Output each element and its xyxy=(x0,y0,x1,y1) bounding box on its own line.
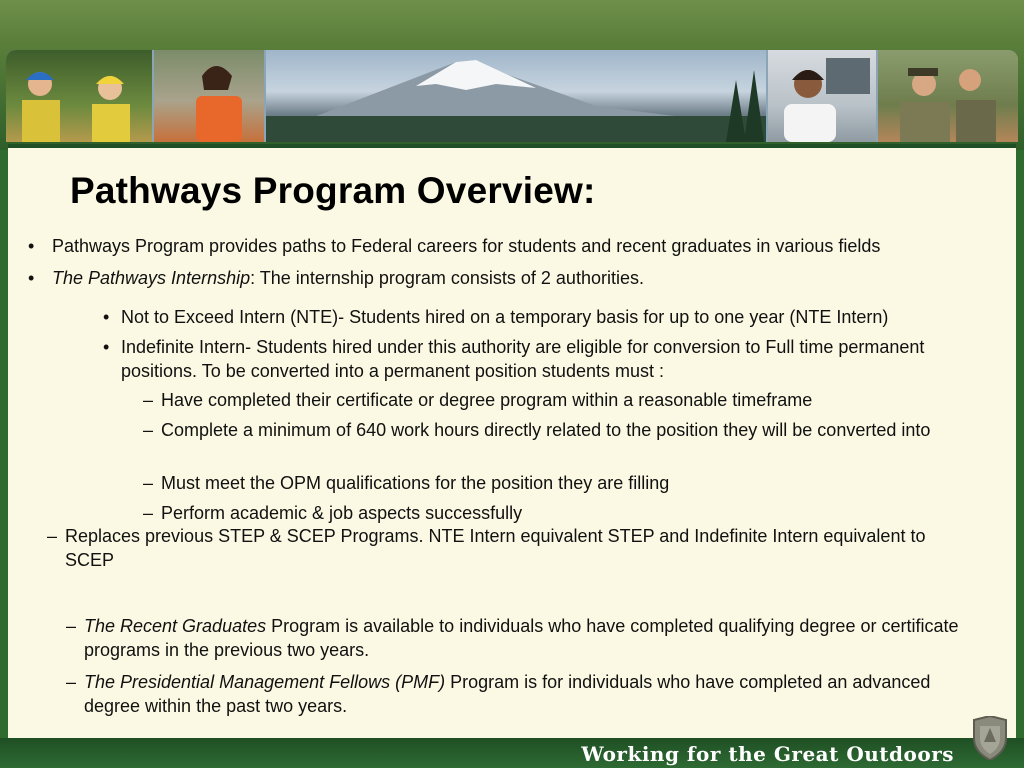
bullet-pathways-internship xyxy=(28,266,1002,290)
slide-content xyxy=(8,144,1016,742)
requirement-item xyxy=(143,418,991,442)
bullet-text: Not to Exceed Intern (NTE)- Students hired on a temporary basis for up to one year (NTE Intern) xyxy=(121,307,889,327)
dash-mark: – xyxy=(66,672,77,692)
replaces-programs-item xyxy=(47,524,965,572)
bullet-mark: • xyxy=(28,268,35,288)
bullet-text: Pathways Program provides paths to Federal careers for students and recent graduates in various fields xyxy=(52,236,881,256)
bullet-nte-intern xyxy=(103,305,991,329)
photo-mount-hood xyxy=(266,50,766,142)
pmf-item xyxy=(66,670,984,718)
bullet-mark: • xyxy=(103,337,110,357)
requirement-text: Complete a minimum of 640 work hours directly related to the position they will be converted into xyxy=(161,420,931,440)
bullet-text: Indefinite Intern- Students hired under this authority are eligible for conversion to Full time permanent positions. To be converted into a permanent position students must : xyxy=(121,337,925,381)
photo-office-worker xyxy=(768,50,876,142)
dash-mark: – xyxy=(66,616,77,636)
requirement-item xyxy=(143,501,991,525)
dash-mark: – xyxy=(143,473,154,493)
pmf-text: Program is for individuals who have completed an advanced degree within the past two years. xyxy=(84,672,931,716)
recent-graduates-item xyxy=(66,614,984,662)
requirement-text: Have completed their certificate or degree program within a reasonable timeframe xyxy=(161,390,813,410)
requirement-text: Perform academic & job aspects successfully xyxy=(161,503,523,523)
dash-mark: – xyxy=(143,420,154,440)
page-title: Pathways Program Overview: xyxy=(70,170,596,211)
bullet-mark: • xyxy=(103,307,110,327)
recent-graduates-text: Program is available to individuals who have completed qualifying degree or certificate programs in the previous two years. xyxy=(84,616,959,660)
bullet-indefinite-intern xyxy=(103,335,991,383)
header-photo-strip xyxy=(6,50,1018,142)
pmf-label: The Presidential Management Fellows (PMF) xyxy=(84,672,446,692)
bullet-mark: • xyxy=(28,236,35,256)
bullet-text: : The internship program consists of 2 authorities. xyxy=(250,268,644,288)
requirement-item xyxy=(143,388,991,412)
replaces-text: Replaces previous STEP & SCEP Programs. NTE Intern equivalent STEP and Indefinite Intern equivalent to SCEP xyxy=(65,526,926,570)
bullet-pathways-intro xyxy=(28,234,1002,258)
photo-field-worker xyxy=(154,50,264,142)
photo-rangers xyxy=(878,50,1018,142)
requirement-item xyxy=(143,471,991,495)
forest-service-shield-icon xyxy=(970,716,1010,760)
photo-firefighters xyxy=(6,50,152,142)
footer-tagline: Working for the Great Outdoors xyxy=(581,742,954,766)
recent-graduates-label: The Recent Graduates xyxy=(84,616,267,636)
dash-mark: – xyxy=(143,390,154,410)
dash-mark: – xyxy=(143,503,154,523)
requirement-text: Must meet the OPM qualifications for the position they are filling xyxy=(161,473,670,493)
internship-label: The Pathways Internship xyxy=(52,268,251,288)
footer-band xyxy=(0,738,1024,768)
dash-mark: – xyxy=(47,526,58,546)
